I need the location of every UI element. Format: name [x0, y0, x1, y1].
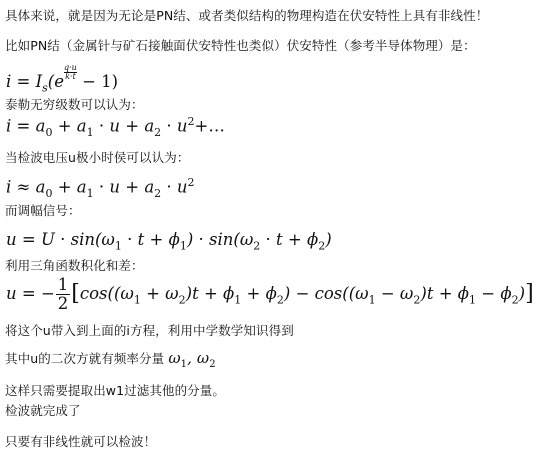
text-line-taylor: 泰勒无穷级数可以认为： — [5, 97, 144, 112]
exponent-fraction: $\frac{q\cdot u}{k\cdot t}$ — [63, 63, 77, 81]
formula-product-to-sum: u = − $\frac{1}{2}$ $[\cos((\omega_1 + \omega_2)t + \phi_1 + \phi_2) - \cos((\omega_1 - \omega_2)t + \phi_1 - \phi_2)]$ — [6, 275, 534, 313]
formula-am-signal: $u = U \cdot \sin(\omega_1 \cdot t + \phi_1) \cdot \sin(\omega_2 \cdot t + \phi_2)$ — [6, 230, 332, 253]
fraction-one-half: $\frac{1}{2}$ — [57, 275, 69, 313]
text-line-intro: 具体来说，就是因为无论是PN结、或者类似结构的物理构造在伏安特性上具有非线性！ — [5, 8, 489, 23]
formula-diode-equation: $i = I_s(e$ $\frac{q\cdot u}{k\cdot t} - 1$) — [6, 63, 119, 95]
formula-taylor-series: $i = a_0 + a_1 \cdot u + a_2$ · $u^2+\dots$ — [6, 115, 225, 139]
text-line-product-to-sum: 利用三角函数积化和差： — [5, 258, 144, 273]
text-line-done: 检波就完成了 — [5, 403, 81, 418]
text-line-pn-example: 比如PN结（金属针与矿石接触面伏安特性也类似）伏安特性（参考半导体物理）是： — [5, 38, 476, 53]
formula-approximation: $i \approx a_0 + a_1 \cdot u + a_2 \cdot u^2$ — [6, 176, 195, 200]
frequency-prefix: 其中u的二次方就有频率分量 — [5, 351, 165, 366]
text-line-filter: 这样只需要提取出w1过滤其他的分量。 — [5, 383, 225, 398]
text-line-conclusion: 只要有非线性就可以检波！ — [5, 434, 157, 449]
text-line-am-signal: 而调幅信号： — [5, 203, 81, 218]
text-line-substitute: 将这个u带入到上面的i方程，利用中学数学知识得到 — [5, 323, 294, 338]
text-line-small-voltage: 当检波电压u极小时侯可以认为： — [5, 150, 190, 165]
frequency-symbols: $\omega_1$, $\omega_2$ — [168, 349, 216, 370]
text-line-frequency-components — [5, 349, 216, 370]
